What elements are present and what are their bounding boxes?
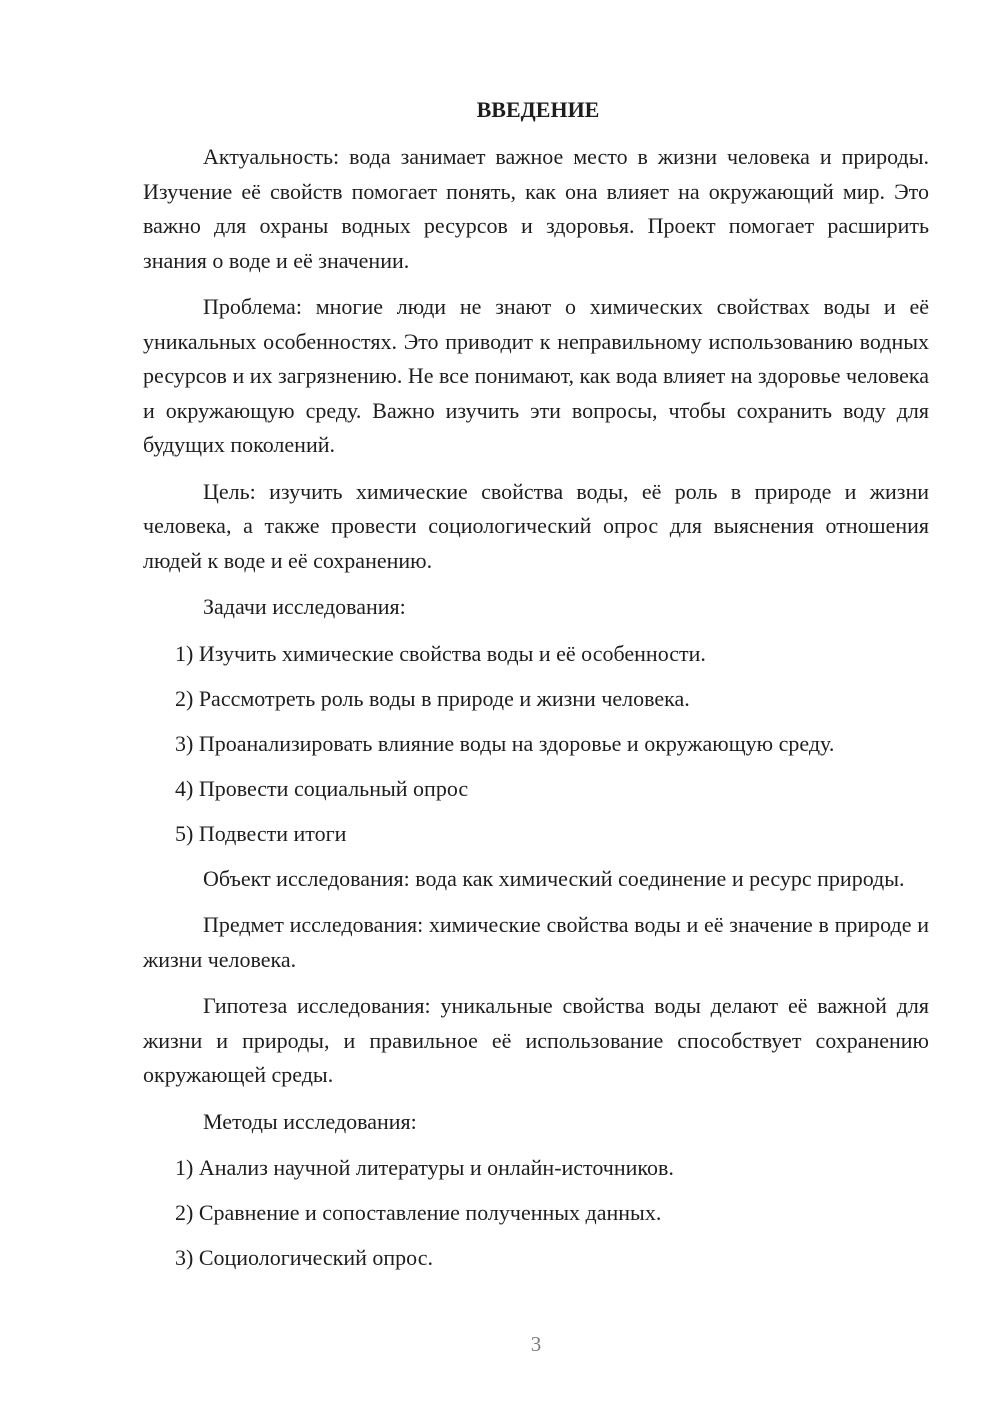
tasks-list bbox=[143, 637, 929, 852]
paragraph-object: Объект исследования: вода как химический соединение и ресурс природы. bbox=[203, 865, 905, 891]
list-item: 5) Подвести итоги bbox=[175, 820, 347, 846]
list-item: 3) Проанализировать влияние воды на здоровье и окружающую среду. bbox=[175, 730, 835, 756]
methods-list bbox=[143, 1151, 929, 1276]
list-item: 3) Социологический опрос. bbox=[175, 1245, 433, 1270]
list-item: 4) Провести социальный опрос bbox=[175, 775, 469, 801]
page-content bbox=[143, 93, 929, 1286]
paragraph-hypothesis: Гипотеза исследования: уникальные свойства воды делают её важной для жизни и природы, и правильное её использование способствует сохранению окружающей среды. bbox=[143, 993, 929, 1087]
paragraph-goal: Цель: изучить химические свойства воды, её роль в природе и жизни человека, а также провести социологический опрос для выяснения отношения людей к воде и её сохранению. bbox=[143, 478, 929, 573]
paragraph-problem: Проблема: многие люди не знают о химических свойствах воды и её уникальных особенностях. Это приводит к неправильному использованию водных ресурсов и их загрязнению. Не все понимают, как вода влияет на здоровье человека и окружающую среду. Важно изучить эти вопросы, чтобы сохранить воду для будущих поколений. bbox=[143, 294, 929, 457]
paragraph-subject: Предмет исследования: химические свойства воды и её значение в природе и жизни человека. bbox=[143, 912, 929, 972]
list-item: 1) Анализ научной литературы и онлайн-источников. bbox=[175, 1155, 674, 1180]
list-item: 2) Сравнение и сопоставление полученных данных. bbox=[175, 1200, 662, 1225]
methods-label: Методы исследования: bbox=[203, 1108, 417, 1134]
page-number: 3 bbox=[530, 1332, 542, 1356]
list-item: 2) Рассмотреть роль воды в природе и жизни человека. bbox=[175, 685, 690, 711]
section-heading: ВВЕДЕНИЕ bbox=[476, 97, 600, 122]
tasks-label: Задачи исследования: bbox=[203, 594, 406, 619]
list-item: 1) Изучить химические свойства воды и её особенности. bbox=[175, 640, 706, 666]
paragraph-relevance: Актуальность: вода занимает важное место в жизни человека и природы. Изучение её свойств помогает понять, как она влияет на окружающий мир. Это важно для охраны водных ресурсов и здоровья. Проект помогает расширить знания о воде и её значении. bbox=[143, 144, 929, 273]
